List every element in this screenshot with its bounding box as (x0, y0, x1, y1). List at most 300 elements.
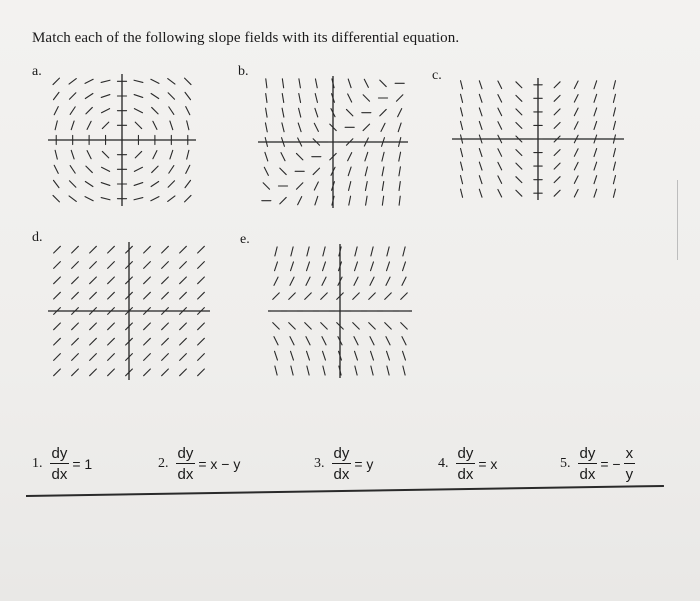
slope-segment (263, 183, 269, 189)
slope-segment (461, 81, 463, 89)
slope-segment (85, 79, 93, 83)
field-label-c: c. (432, 68, 442, 83)
equation-3-rhs: = y (354, 456, 374, 472)
slope-segment (314, 123, 318, 131)
field-label-a: a. (32, 64, 42, 79)
slope-segment (185, 195, 191, 201)
slope-segment (85, 197, 93, 201)
slope-segment (162, 262, 169, 269)
slope-segment (144, 262, 151, 269)
slope-segment (307, 351, 310, 360)
slope-segment (323, 351, 326, 360)
slope-segment (282, 123, 284, 132)
slope-segment (72, 246, 79, 253)
slope-segment (498, 122, 502, 130)
equation-1-rhs: = 1 (72, 456, 93, 472)
slope-segment (498, 149, 502, 157)
slope-segment (323, 247, 325, 256)
slope-segment (151, 79, 159, 83)
slope-segment (516, 163, 522, 169)
slope-segment (144, 246, 151, 253)
slope-segment (315, 108, 318, 117)
slope-segment (398, 123, 401, 132)
slope-field-e (268, 244, 412, 378)
slope-segment (53, 78, 59, 84)
slope-segment (198, 277, 205, 284)
slope-segment (273, 323, 280, 330)
slope-segment (399, 152, 401, 161)
equation-5-numerator: dy (579, 445, 596, 462)
slope-segment (498, 81, 502, 89)
slope-segment (198, 338, 205, 345)
slope-segment (185, 92, 190, 99)
slope-segment (498, 162, 502, 170)
slope-segment (403, 351, 406, 360)
slope-field-a-plot (48, 74, 196, 206)
slope-segment (69, 93, 75, 99)
slope-segment (354, 337, 358, 345)
slope-segment (54, 262, 61, 269)
slope-segment (72, 323, 79, 330)
slope-segment (134, 183, 143, 186)
slope-segment (87, 151, 91, 159)
slope-field-e-plot (268, 244, 412, 378)
slope-segment (282, 108, 284, 117)
slope-segment (265, 152, 268, 161)
slope-segment (90, 323, 97, 330)
slope-segment (322, 337, 326, 345)
slope-segment (461, 108, 463, 116)
slope-segment (162, 323, 169, 330)
slope-segment (168, 181, 174, 187)
slope-segment (299, 79, 300, 88)
slope-segment (574, 122, 578, 130)
slope-segment (90, 338, 97, 345)
slope-segment (298, 197, 302, 205)
slope-segment (198, 292, 205, 299)
slope-segment (365, 182, 367, 191)
slope-segment (386, 337, 390, 345)
equation-2 (158, 446, 240, 482)
slope-segment (180, 262, 187, 269)
equation-3-number: 3. (314, 456, 325, 471)
slope-segment (461, 189, 463, 197)
slope-segment (365, 152, 368, 161)
slope-segment (290, 277, 294, 285)
slope-segment (144, 369, 151, 376)
slope-segment (554, 82, 560, 88)
slope-segment (399, 167, 400, 176)
slope-segment (72, 277, 79, 284)
slope-segment (54, 338, 61, 345)
slope-segment (613, 162, 615, 170)
slope-segment (387, 262, 390, 271)
slope-segment (461, 94, 463, 102)
horizontal-rule (26, 485, 664, 497)
slope-segment (479, 121, 482, 129)
slope-segment (387, 366, 389, 375)
slope-segment (369, 293, 376, 300)
slope-segment (516, 190, 522, 196)
slope-field-a (48, 74, 196, 206)
slope-segment (282, 79, 283, 88)
slope-segment (307, 366, 309, 375)
slope-segment (291, 262, 294, 271)
slope-segment (153, 121, 157, 129)
slope-segment (87, 121, 91, 129)
slope-segment (274, 337, 278, 345)
slope-segment (371, 262, 374, 271)
slope-segment (280, 197, 286, 203)
slope-segment (152, 166, 158, 172)
equation-5-rhs: = − (600, 456, 621, 472)
slope-segment (371, 247, 373, 256)
slope-segment (180, 338, 187, 345)
slope-segment (54, 323, 61, 330)
equation-4-numerator: dy (457, 445, 474, 462)
slope-segment (370, 337, 374, 345)
slope-segment (55, 150, 57, 159)
slope-segment (321, 293, 328, 300)
slope-segment (185, 78, 191, 84)
slope-segment (135, 151, 141, 157)
slope-segment (371, 366, 373, 375)
slope-segment (54, 354, 61, 361)
slope-segment (382, 152, 384, 161)
slope-segment (498, 176, 502, 184)
slope-segment (198, 262, 205, 269)
slope-segment (101, 95, 110, 98)
slope-segment (108, 323, 115, 330)
slope-segment (162, 369, 169, 376)
slope-segment (381, 123, 385, 131)
slope-field-c-plot (452, 78, 624, 200)
slope-segment (275, 262, 278, 271)
slope-segment (306, 277, 310, 285)
slope-segment (387, 247, 389, 256)
slope-segment (162, 246, 169, 253)
slope-segment (162, 354, 169, 361)
slope-segment (54, 292, 61, 299)
slope-segment (169, 107, 174, 115)
slope-segment (363, 95, 369, 101)
slope-segment (402, 277, 406, 285)
slope-segment (90, 354, 97, 361)
slope-segment (90, 277, 97, 284)
slope-segment (198, 323, 205, 330)
slope-segment (289, 293, 296, 300)
slope-segment (354, 277, 358, 285)
slope-segment (187, 121, 189, 130)
slope-segment (322, 277, 326, 285)
slope-segment (187, 150, 189, 159)
slope-segment (349, 196, 351, 205)
page-edge-line (677, 180, 678, 260)
slope-segment (365, 167, 367, 176)
slope-segment (54, 246, 61, 253)
slope-segment (101, 80, 110, 82)
slope-segment (314, 182, 318, 190)
slope-segment (90, 369, 97, 376)
slope-segment (307, 262, 310, 271)
slope-segment (168, 79, 175, 84)
slope-segment (54, 165, 58, 173)
equation-1 (32, 446, 92, 482)
slope-segment (108, 354, 115, 361)
slope-segment (348, 153, 352, 161)
equation-2-rhs: = x − y (198, 456, 241, 472)
slope-segment (296, 153, 302, 159)
slope-segment (101, 198, 110, 200)
slope-segment (315, 94, 317, 103)
slope-segment (461, 176, 463, 184)
slope-segment (275, 247, 277, 256)
slope-segment (498, 189, 502, 197)
slope-segment (479, 189, 482, 197)
slope-segment (55, 121, 57, 130)
slope-segment (479, 94, 482, 102)
slope-segment (371, 351, 374, 360)
slope-segment (554, 122, 560, 128)
slope-segment (282, 94, 284, 103)
slope-segment (594, 94, 597, 102)
slope-segment (346, 109, 352, 115)
slope-segment (71, 150, 74, 159)
slope-segment (108, 292, 115, 299)
slope-segment (291, 351, 294, 360)
slope-segment (613, 81, 615, 89)
slope-segment (274, 277, 278, 285)
slope-segment (108, 338, 115, 345)
slope-segment (168, 196, 175, 201)
slope-segment (594, 121, 597, 129)
slope-segment (152, 107, 158, 113)
slope-segment (72, 338, 79, 345)
slope-segment (398, 109, 402, 117)
slope-segment (85, 93, 93, 98)
slope-segment (275, 351, 278, 360)
slope-segment (479, 162, 482, 170)
slope-segment (307, 247, 309, 256)
slope-segment (264, 167, 268, 175)
equation-3-denominator: dx (333, 466, 350, 483)
slope-segment (90, 292, 97, 299)
slope-field-d-plot (48, 242, 210, 380)
slope-segment (613, 176, 615, 184)
slope-segment (102, 122, 108, 128)
slope-segment (266, 108, 267, 117)
slope-segment (386, 277, 390, 285)
slope-segment (108, 262, 115, 269)
slope-segment (574, 189, 578, 197)
problem-title: Match each of the following slope fields with its differential equation. (32, 30, 460, 46)
slope-segment (54, 369, 61, 376)
slope-segment (461, 148, 463, 156)
slope-field-d (48, 242, 210, 380)
slope-segment (355, 262, 358, 271)
slope-segment (613, 94, 615, 102)
slope-segment (144, 277, 151, 284)
slope-segment (366, 196, 367, 205)
slope-segment (401, 323, 408, 330)
slope-segment (290, 337, 294, 345)
slope-segment (134, 95, 143, 98)
equation-4-rhs: = x (478, 456, 498, 472)
slope-segment (108, 369, 115, 376)
slope-segment (403, 262, 406, 271)
slope-segment (69, 79, 76, 84)
equation-2-derivative (176, 446, 196, 482)
slope-segment (108, 277, 115, 284)
equation-3-numerator: dy (333, 445, 350, 462)
slope-segment (554, 150, 560, 156)
slope-segment (144, 292, 151, 299)
equation-5-rhs-denominator: y (625, 466, 634, 483)
slope-segment (53, 92, 58, 99)
slope-segment (265, 123, 267, 132)
slope-segment (402, 337, 406, 345)
slope-segment (289, 323, 296, 330)
slope-segment (305, 323, 312, 330)
slope-segment (380, 80, 386, 86)
slope-segment (134, 167, 142, 171)
slope-segment (461, 121, 463, 129)
slope-segment (305, 293, 312, 300)
slope-segment (574, 81, 578, 89)
slope-segment (170, 150, 173, 159)
equation-4-number: 4. (438, 456, 449, 471)
slope-segment (323, 366, 325, 375)
field-label-e: e. (240, 232, 250, 247)
slope-segment (186, 107, 190, 115)
slope-segment (554, 95, 560, 101)
slope-segment (281, 153, 285, 161)
slope-segment (594, 81, 597, 89)
slope-segment (291, 247, 293, 256)
slope-segment (613, 148, 615, 156)
slope-segment (134, 198, 143, 200)
slope-segment (385, 293, 392, 300)
slope-segment (574, 108, 578, 116)
equation-2-denominator: dx (177, 466, 194, 483)
slope-segment (180, 277, 187, 284)
slope-segment (108, 246, 115, 253)
slope-segment (479, 149, 482, 157)
slope-segment (461, 162, 463, 170)
slope-segment (387, 351, 390, 360)
slope-segment (313, 168, 319, 174)
slope-segment (574, 162, 578, 170)
slope-segment (349, 182, 351, 191)
slope-segment (399, 182, 400, 191)
slope-segment (401, 293, 408, 300)
slope-segment (396, 95, 402, 101)
slope-segment (86, 107, 92, 113)
slope-segment (162, 277, 169, 284)
slope-segment (162, 292, 169, 299)
slope-segment (72, 369, 79, 376)
slope-segment (594, 108, 597, 116)
slope-segment (168, 93, 174, 99)
slope-segment (153, 151, 157, 159)
equation-5-denominator: dx (579, 466, 596, 483)
slope-segment (180, 369, 187, 376)
slope-segment (348, 167, 351, 176)
slope-segment (162, 338, 169, 345)
slope-segment (516, 177, 522, 183)
slope-segment (479, 108, 482, 116)
slope-segment (348, 94, 352, 102)
slope-segment (266, 94, 267, 103)
slope-segment (299, 108, 301, 117)
equation-1-denominator: dx (51, 466, 68, 483)
slope-segment (170, 121, 173, 130)
slope-segment (102, 151, 108, 157)
slope-segment (353, 293, 360, 300)
equation-5-number: 5. (560, 456, 571, 471)
slope-segment (479, 176, 482, 184)
slope-segment (180, 246, 187, 253)
slope-segment (69, 181, 75, 187)
slope-segment (364, 79, 368, 87)
slope-segment (144, 323, 151, 330)
slope-segment (516, 82, 522, 88)
slope-segment (134, 80, 143, 82)
slope-segment (53, 195, 59, 201)
slope-segment (613, 189, 615, 197)
slope-segment (291, 366, 293, 375)
slope-segment (72, 262, 79, 269)
slope-segment (594, 149, 597, 157)
slope-segment (554, 177, 560, 183)
slope-segment (321, 323, 328, 330)
slope-segment (574, 149, 578, 157)
slope-segment (403, 247, 405, 256)
slope-segment (516, 109, 522, 115)
equation-2-number: 2. (158, 456, 169, 471)
slope-segment (355, 366, 357, 375)
slope-segment (198, 354, 205, 361)
equation-4-denominator: dx (457, 466, 474, 483)
slope-segment (280, 168, 286, 174)
slope-segment (613, 108, 615, 116)
slope-segment (198, 369, 205, 376)
equation-4-derivative (456, 446, 476, 482)
slope-segment (275, 366, 277, 375)
slope-segment (296, 183, 302, 189)
slope-segment (298, 123, 301, 132)
slope-field-c (452, 78, 624, 200)
slope-segment (554, 109, 560, 115)
slope-segment (101, 109, 109, 113)
slope-segment (355, 247, 357, 256)
slope-segment (323, 262, 326, 271)
slope-segment (70, 107, 75, 115)
equation-4 (438, 446, 497, 482)
slope-segment (53, 180, 58, 187)
slope-segment (479, 81, 482, 89)
slope-segment (101, 167, 109, 171)
slope-field-b-plot (258, 76, 408, 208)
slope-segment (70, 166, 75, 174)
slope-segment (151, 181, 159, 186)
slope-segment (382, 182, 384, 191)
slope-segment (315, 79, 317, 88)
slope-segment (180, 323, 187, 330)
equation-1-derivative (50, 446, 70, 482)
equation-1-number: 1. (32, 456, 43, 471)
slope-segment (273, 293, 280, 300)
